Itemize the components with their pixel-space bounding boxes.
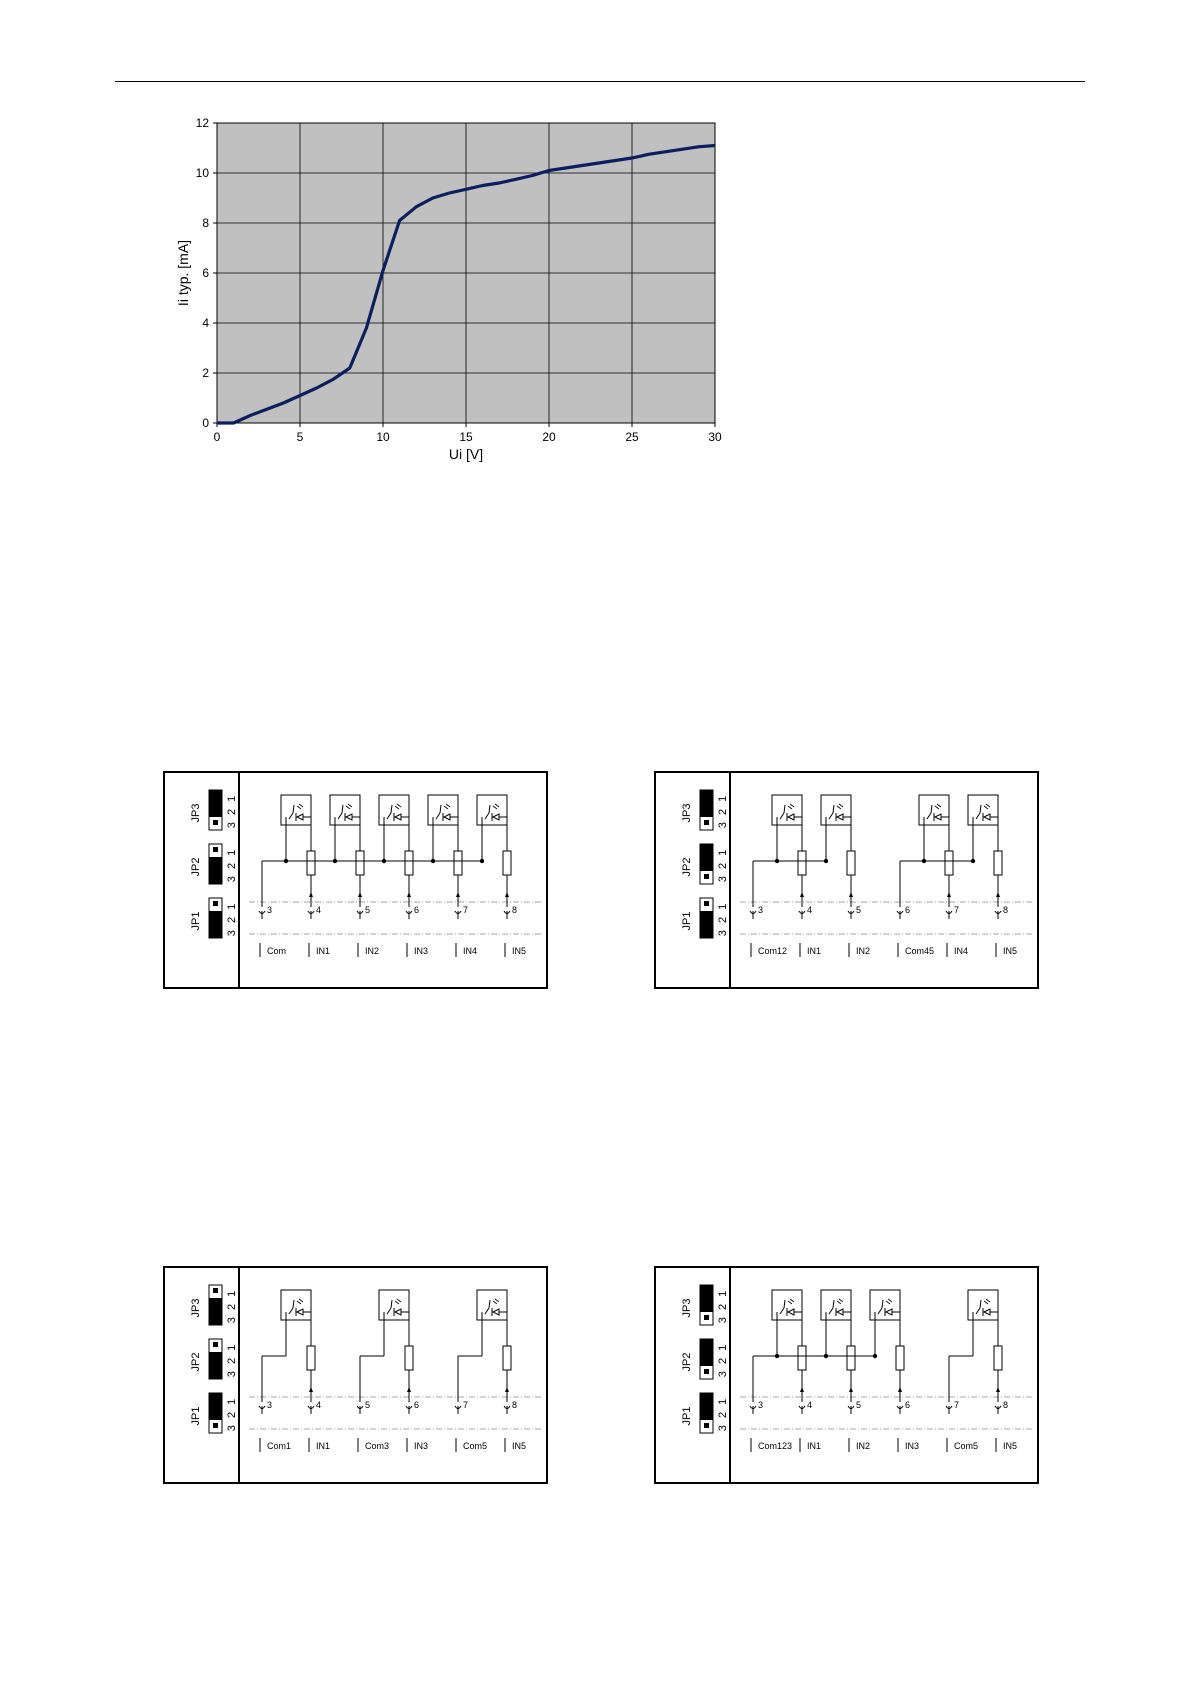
jumper-free-pin [213, 1288, 218, 1293]
terminal-label: Com45 [905, 946, 935, 956]
x-tick-label: 30 [708, 430, 722, 444]
jumper-pin-numbers: 3 2 1 [226, 1342, 238, 1378]
jumper-pin-numbers: 3 2 1 [717, 793, 729, 829]
junction-dot [873, 1354, 877, 1358]
jumper-label: JP1 [190, 1406, 202, 1426]
terminal-number: 4 [316, 1400, 322, 1410]
terminal-label: IN4 [954, 946, 969, 956]
terminal-label: Com3 [365, 1441, 390, 1451]
terminal-number: 6 [414, 905, 420, 915]
jumper-free-pin [213, 847, 218, 852]
jumper-pin-numbers: 3 2 1 [226, 901, 238, 937]
jumper-shunt [209, 1352, 222, 1379]
y-axis-label: Ii typ. [mA] [175, 239, 191, 307]
terminal-number: 8 [1003, 905, 1009, 915]
jumper-label: JP2 [681, 1352, 693, 1372]
resistor [405, 1346, 413, 1370]
x-tick-label: 20 [542, 430, 556, 444]
jumper-shunt [209, 790, 222, 817]
jumper-free-pin [213, 1423, 218, 1428]
terminal-label: IN5 [1003, 1441, 1018, 1451]
terminal-number: 4 [807, 905, 813, 915]
jumper-diagram-2 [654, 771, 1044, 991]
junction-dot [382, 859, 386, 863]
jumper-label: JP2 [681, 857, 693, 877]
jumper-diagram-3 [163, 1266, 553, 1486]
input-current-chart [150, 110, 730, 470]
jumper-shunt [700, 911, 713, 938]
jumper-label: JP1 [681, 911, 693, 931]
resistor [896, 1346, 904, 1370]
terminal-label: IN3 [414, 1441, 429, 1451]
jumper-pin-numbers: 3 2 1 [226, 1396, 238, 1432]
x-tick-label: 10 [376, 430, 390, 444]
terminal-number: 5 [856, 905, 862, 915]
terminal-number: 3 [758, 905, 764, 915]
y-tick-label: 6 [202, 266, 209, 280]
terminal-label: IN5 [512, 946, 527, 956]
jumper-free-pin [213, 820, 218, 825]
jumper-free-pin [704, 901, 709, 906]
jumper-shunt [700, 1393, 713, 1420]
terminal-label: IN5 [1003, 946, 1018, 956]
y-tick-label: 12 [195, 116, 209, 130]
resistor [405, 851, 413, 875]
jumper-shunt [209, 911, 222, 938]
resistor [798, 851, 806, 875]
jumper-pin-numbers: 3 2 1 [226, 1288, 238, 1324]
junction-dot [775, 859, 779, 863]
y-tick-label: 4 [202, 316, 209, 330]
y-tick-label: 10 [195, 166, 209, 180]
terminal-label: Com5 [954, 1441, 979, 1451]
y-tick-label: 2 [202, 366, 209, 380]
x-axis-label: Ui [V] [448, 446, 484, 462]
header-rule [115, 81, 1085, 82]
jumper-pin-numbers: 3 2 1 [717, 1342, 729, 1378]
jumper-pin-numbers: 3 2 1 [717, 1396, 729, 1432]
terminal-number: 8 [1003, 1400, 1009, 1410]
jumper-free-pin [704, 1423, 709, 1428]
jumper-pin-numbers: 3 2 1 [717, 847, 729, 883]
terminal-number: 7 [463, 905, 469, 915]
terminal-label: IN3 [414, 946, 429, 956]
resistor [307, 1346, 315, 1370]
resistor [503, 1346, 511, 1370]
jumper-free-pin [704, 1369, 709, 1374]
terminal-label: IN1 [316, 1441, 331, 1451]
terminal-label: IN2 [856, 1441, 871, 1451]
resistor [994, 1346, 1002, 1370]
jumper-free-pin [704, 820, 709, 825]
jumper-label: JP3 [681, 1298, 693, 1318]
jumper-shunt [209, 857, 222, 884]
jumper-free-pin [704, 1315, 709, 1320]
terminal-number: 8 [512, 1400, 518, 1410]
jumper-shunt [209, 1393, 222, 1420]
junction-dot [775, 1354, 779, 1358]
jumper-label: JP1 [681, 1406, 693, 1426]
jumper-pin-numbers: 3 2 1 [717, 901, 729, 937]
terminal-number: 8 [512, 905, 518, 915]
terminal-number: 7 [954, 905, 960, 915]
jumper-free-pin [213, 1342, 218, 1347]
resistor [945, 851, 953, 875]
jumper-shunt [700, 790, 713, 817]
jumper-diagram-4 [654, 1266, 1044, 1486]
terminal-label: IN5 [512, 1441, 527, 1451]
x-tick-label: 5 [296, 430, 304, 444]
resistor [847, 851, 855, 875]
resistor [994, 851, 1002, 875]
resistor [454, 851, 462, 875]
terminal-number: 3 [267, 905, 273, 915]
terminal-label: Com [267, 946, 287, 956]
terminal-label: IN2 [365, 946, 380, 956]
jumper-free-pin [213, 901, 218, 906]
jumper-shunt [700, 844, 713, 871]
resistor [356, 851, 364, 875]
junction-dot [431, 859, 435, 863]
junction-dot [333, 859, 337, 863]
terminal-number: 4 [807, 1400, 813, 1410]
junction-dot [922, 859, 926, 863]
terminal-number: 5 [365, 905, 371, 915]
terminal-number: 4 [316, 905, 322, 915]
jumper-diagram-1 [163, 771, 553, 991]
jumper-free-pin [704, 874, 709, 879]
terminal-number: 3 [267, 1400, 273, 1410]
x-tick-label: 25 [625, 430, 639, 444]
x-tick-label: 15 [459, 430, 473, 444]
jumper-label: JP3 [190, 1298, 202, 1318]
jumper-shunt [700, 1285, 713, 1312]
terminal-label: Com123 [758, 1441, 793, 1451]
jumper-label: JP2 [190, 857, 202, 877]
junction-dot [284, 859, 288, 863]
terminal-label: IN4 [463, 946, 478, 956]
resistor [307, 851, 315, 875]
junction-dot [971, 859, 975, 863]
terminal-label: IN1 [316, 946, 331, 956]
terminal-number: 5 [365, 1400, 371, 1410]
terminal-label: IN2 [856, 946, 871, 956]
terminal-number: 7 [954, 1400, 960, 1410]
y-tick-label: 0 [202, 416, 209, 430]
x-tick-label: 0 [213, 430, 221, 444]
jumper-label: JP3 [190, 803, 202, 823]
resistor [798, 1346, 806, 1370]
terminal-label: Com12 [758, 946, 788, 956]
terminal-number: 7 [463, 1400, 469, 1410]
junction-dot [824, 1354, 828, 1358]
y-tick-label: 8 [202, 216, 209, 230]
junction-dot [824, 859, 828, 863]
jumper-pin-numbers: 3 2 1 [717, 1288, 729, 1324]
jumper-label: JP2 [190, 1352, 202, 1372]
terminal-label: IN3 [905, 1441, 920, 1451]
terminal-number: 3 [758, 1400, 764, 1410]
jumper-label: JP3 [681, 803, 693, 823]
terminal-number: 6 [905, 1400, 911, 1410]
terminal-number: 6 [905, 905, 911, 915]
jumper-shunt [209, 1298, 222, 1325]
jumper-shunt [700, 1339, 713, 1366]
terminal-label: IN1 [807, 1441, 822, 1451]
terminal-label: Com5 [463, 1441, 488, 1451]
jumper-pin-numbers: 3 2 1 [226, 847, 238, 883]
terminal-label: IN1 [807, 946, 822, 956]
terminal-number: 6 [414, 1400, 420, 1410]
terminal-label: Com1 [267, 1441, 292, 1451]
junction-dot [480, 859, 484, 863]
resistor [847, 1346, 855, 1370]
resistor [503, 851, 511, 875]
jumper-pin-numbers: 3 2 1 [226, 793, 238, 829]
jumper-label: JP1 [190, 911, 202, 931]
terminal-number: 5 [856, 1400, 862, 1410]
